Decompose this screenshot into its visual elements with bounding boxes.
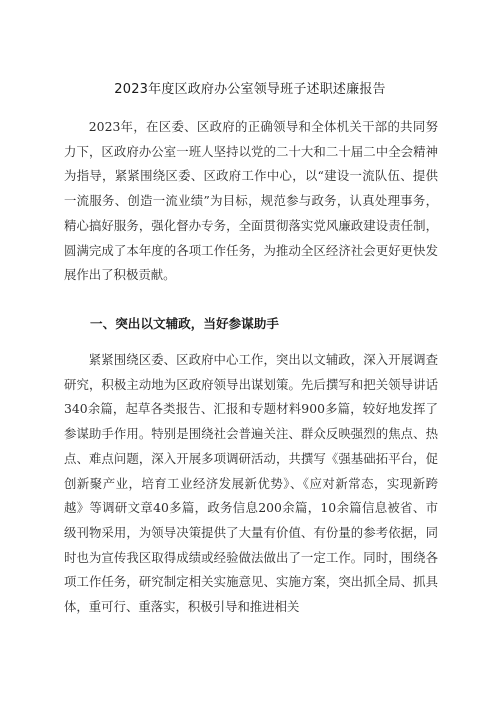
section-heading: 一、突出以文辅政，当好参谋助手 bbox=[90, 316, 279, 331]
document-title: 2023年度区政府办公室领导班子述职述廉报告 bbox=[114, 82, 386, 97]
section-paragraph: 紧紧围绕区委、区政府中心工作，突出以文辅政，深入开展调查研究，积极主动地为区政府领导出谋划策。先后撰写和把关领导讲话340余篇，起草各类报告、汇报和专题材料900多篇，较好地发挥了参谋助手作用。特别是围绕社会普遍关注、群众反映强烈的焦点、热点、难点问题，深入开展多项调研活动，共撰写《强基础拓平台，促创新聚产业，培育工业经济发展新优势》、《应对新常态，实现新跨越》等调研文章40多篇，政务信息200余篇，10余篇信息被省、市级刊物采用，为领导决策提供了大量有价值、有份量的参考依据，同时也为宣传我区取得成绩或经验做法做出了一定工作。同时，围绕各项工作任务，研究制定相关实施意见、实施方案，突出抓全局、抓具体，重可行、重落实，积极引导和推进相关 bbox=[64, 352, 438, 615]
intro-paragraph: 2023年，在区委、区政府的正确领导和全体机关干部的共同努力下，区政府办公室一班人坚持以党的二十大和二十届二中全会精神为指导，紧紧围绕区委、区政府工作中心，以“建设一流队伍、提供一流服务、创造一流业绩”为目标，规范参与政务，认真处理事务，精心搞好服务，强化督办专务，全面贯彻落实党风廉政建设责任制，圆满完成了本年度的各项工作任务，为推动全区经济社会更好更快发展作出了积极贡献。 bbox=[64, 119, 438, 283]
